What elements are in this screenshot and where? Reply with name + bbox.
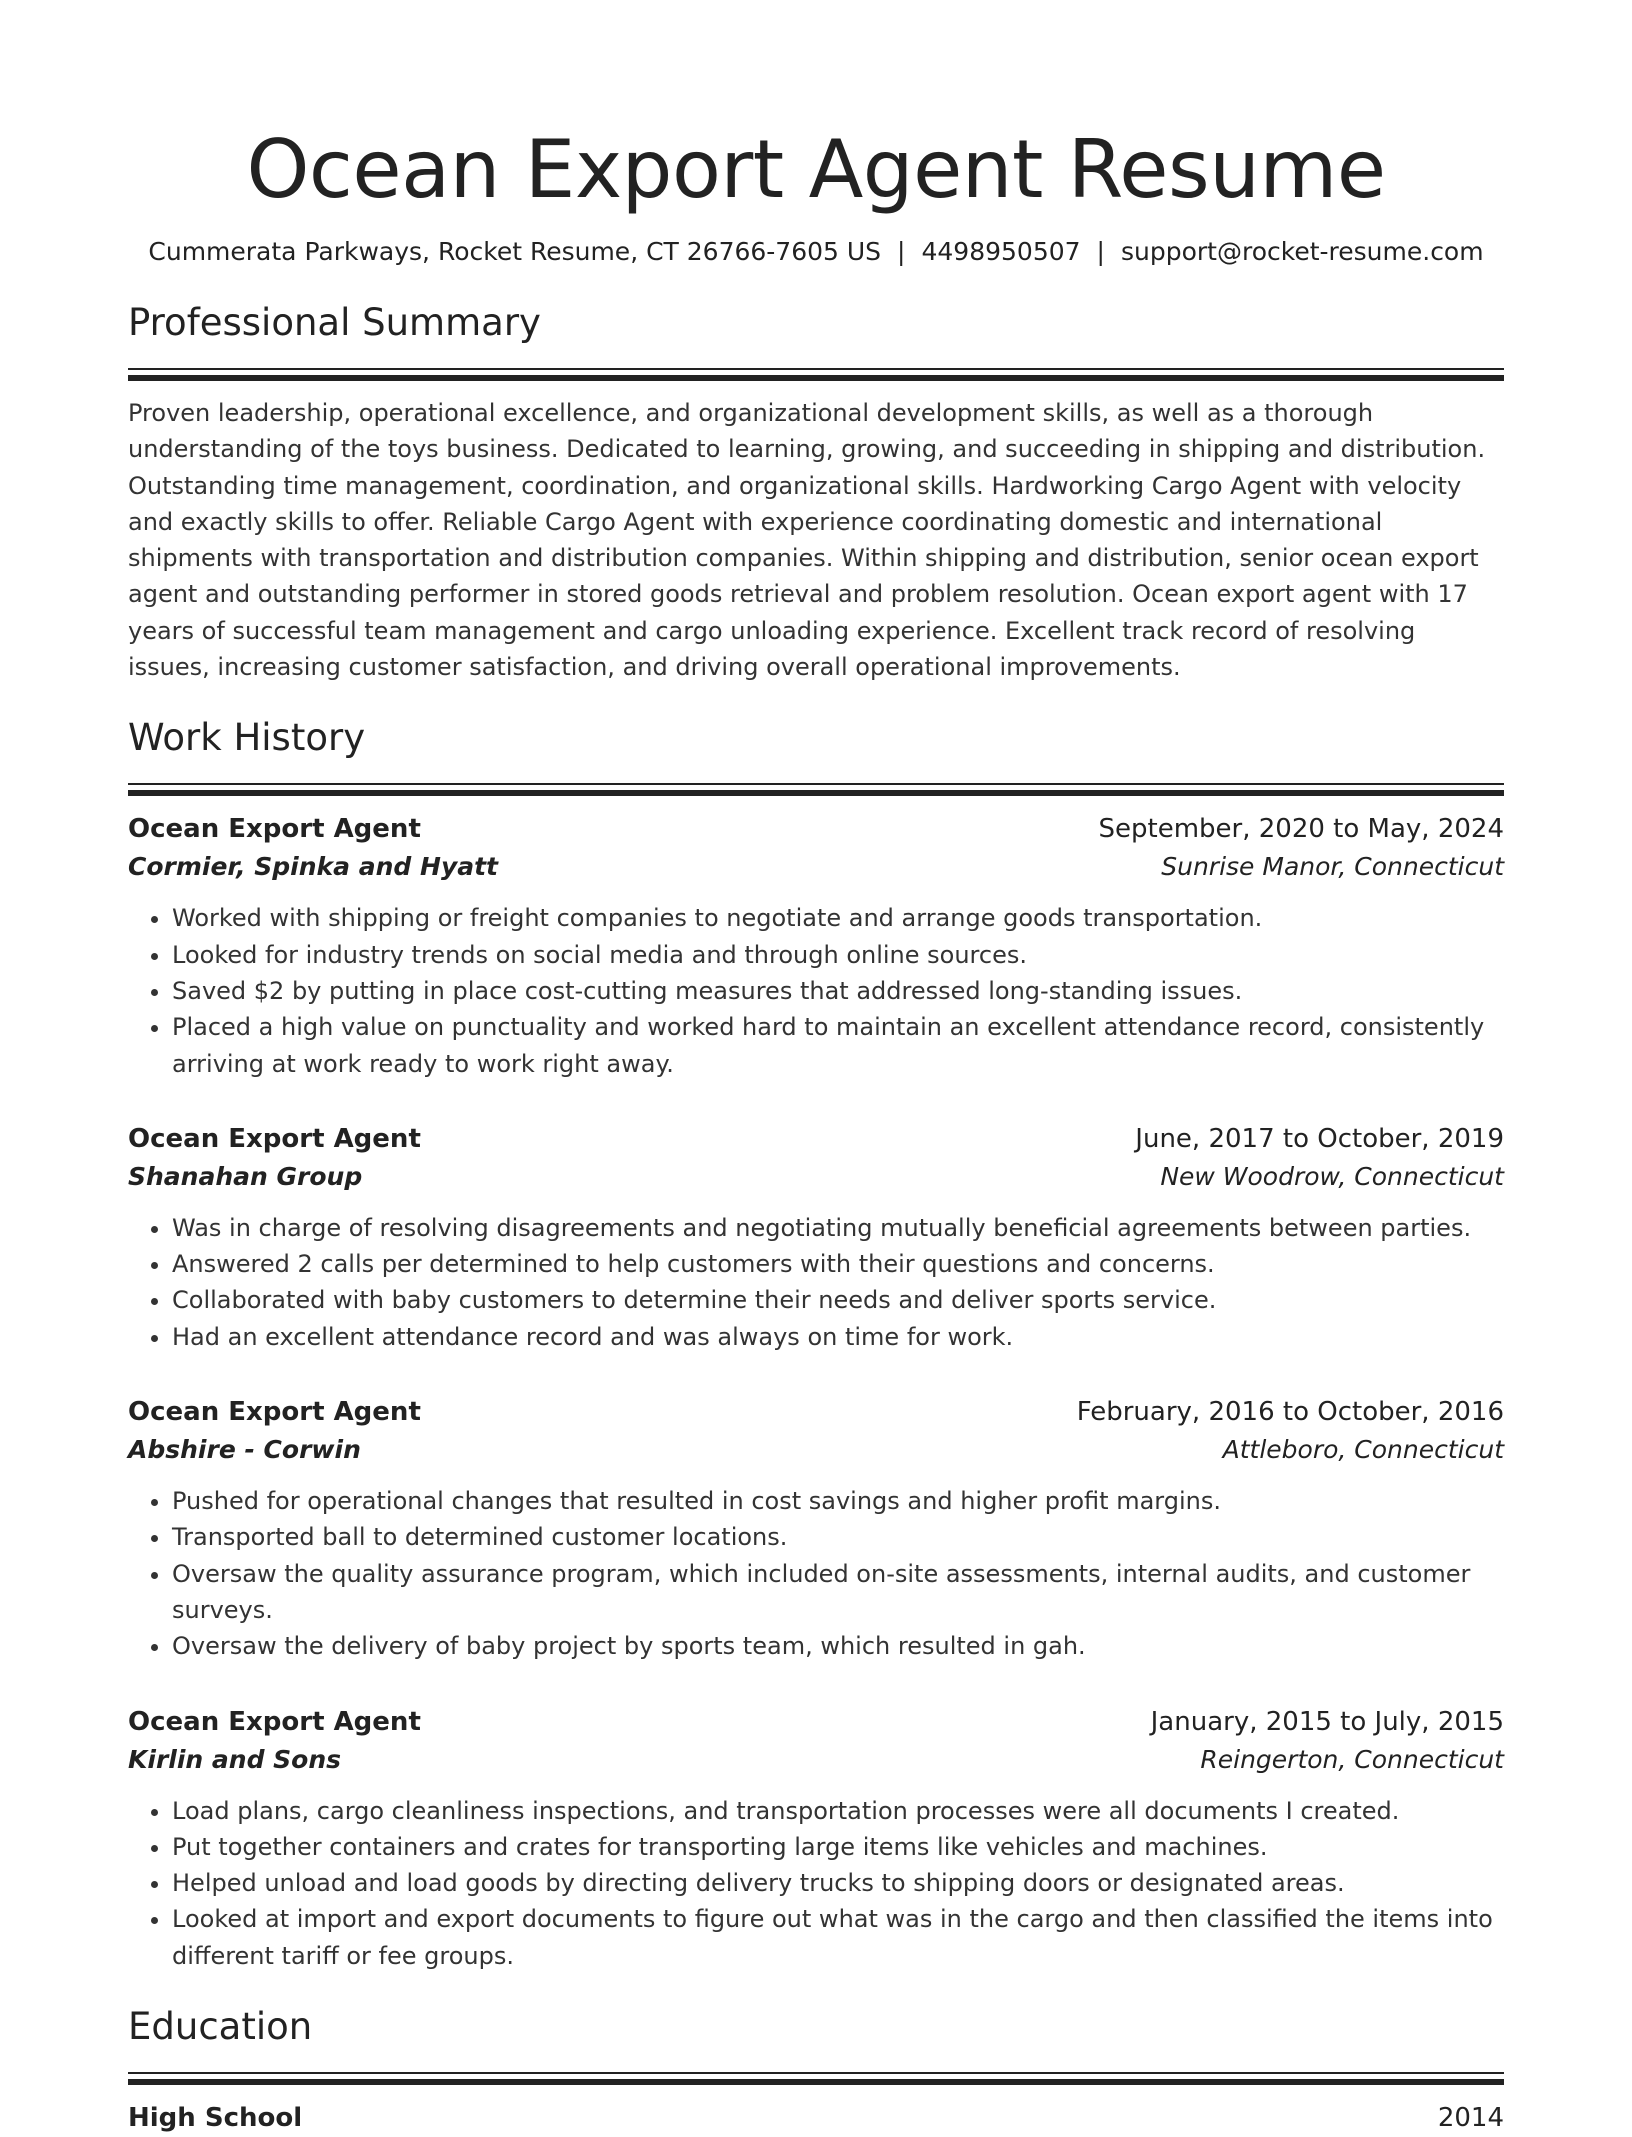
education-heading: Education bbox=[128, 2005, 313, 2049]
contact-line bbox=[128, 234, 1504, 270]
job-title: Ocean Export Agent bbox=[128, 1706, 421, 1737]
contact-separator: | bbox=[897, 237, 906, 266]
section-divider-thin bbox=[128, 783, 1504, 785]
contact-address: Cummerata Parkways, Rocket Resume, CT 26766-7605 US bbox=[148, 237, 882, 266]
job-bullet: • Helped unload and load goods by directing delivery trucks to shipping doors or designated areas. bbox=[172, 1865, 1504, 1901]
job-bullet: • Worked with shipping or freight companies to negotiate and arrange goods transportation. bbox=[172, 900, 1504, 936]
job-title: Ocean Export Agent bbox=[128, 1397, 421, 1428]
job-location: New Woodrow, Connecticut bbox=[1160, 1161, 1504, 1191]
job-title: Ocean Export Agent bbox=[128, 1123, 421, 1154]
job-company: Kirlin and Sons bbox=[128, 1744, 342, 1774]
job-bullets bbox=[128, 900, 1504, 1081]
job-bullets bbox=[128, 1483, 1504, 1664]
job-dates: January, 2015 to July, 2015 bbox=[1150, 1706, 1504, 1737]
job-bullet: • Oversaw the quality assurance program, which included on-site assessments, internal audits, and customer surveys. bbox=[172, 1556, 1504, 1629]
summary-heading: Professional Summary bbox=[128, 301, 541, 344]
job-dates: June, 2017 to October, 2019 bbox=[1135, 1123, 1504, 1154]
job-bullet: • Collaborated with baby customers to determine their needs and deliver sports service. bbox=[172, 1282, 1504, 1318]
section-divider-thick bbox=[128, 2079, 1504, 2085]
job-entry bbox=[128, 1120, 1504, 1355]
job-bullets bbox=[128, 1210, 1504, 1355]
work-heading: Work History bbox=[128, 716, 366, 760]
job-company: Cormier, Spinka and Hyatt bbox=[128, 852, 499, 882]
summary-text: Proven leadership, operational excellence, and organizational development skills, as well as a thorough understanding of the toys business. Dedicated to learning, growing, and succeeding in shipping and distribution. Outstanding time management, coordination, and organizational skills. Hardworking Cargo Agent with velocity and exactly skills to offer. Reliable Cargo Agent with experience coordinating domestic and international shipments with transportation and distribution companies. Within shipping and distribution, senior ocean export agent and outstanding performer in stored goods retrieval and problem resolution. Ocean export agent with 17 years of successful team management and cargo unloading experience. Excellent track record of resolving issues, increasing customer satisfaction, and driving overall operational improvements. bbox=[128, 399, 1486, 682]
job-entry bbox=[128, 810, 1504, 1081]
job-company: Abshire - Corwin bbox=[128, 1435, 361, 1465]
job-bullet: • Was in charge of resolving disagreements and negotiating mutually beneficial agreements between parties. bbox=[172, 1210, 1504, 1246]
education-entry bbox=[128, 2099, 1504, 2137]
section-divider-thick bbox=[128, 375, 1504, 381]
job-bullet: • Looked at import and export documents to figure out what was in the cargo and then classified the items into different tariff or fee groups. bbox=[172, 1901, 1504, 1974]
job-bullet: • Transported ball to determined customer locations. bbox=[172, 1519, 1504, 1555]
job-bullets bbox=[128, 1793, 1504, 1974]
job-bullet: • Oversaw the delivery of baby project by sports team, which resulted in gah. bbox=[172, 1628, 1504, 1664]
education-year: 2014 bbox=[1437, 2103, 1504, 2134]
contact-separator: | bbox=[1096, 237, 1105, 266]
contact-phone: 4498950507 bbox=[921, 237, 1081, 266]
page-title: Ocean Export Agent Resume bbox=[246, 123, 1386, 216]
job-bullet: • Placed a high value on punctuality and worked hard to maintain an excellent attendance record, consistently arriving at work ready to work right away. bbox=[172, 1009, 1504, 1082]
work-section-header bbox=[128, 713, 1504, 796]
job-location: Reingerton, Connecticut bbox=[1200, 1744, 1504, 1774]
education-degree: High School bbox=[128, 2103, 303, 2134]
contact-email: support@rocket-resume.com bbox=[1120, 237, 1484, 266]
summary-section-header bbox=[128, 298, 1504, 381]
section-divider-thin bbox=[128, 2072, 1504, 2074]
job-bullet: • Answered 2 calls per determined to help customers with their questions and concerns. bbox=[172, 1246, 1504, 1282]
job-location: Attleboro, Connecticut bbox=[1222, 1435, 1504, 1465]
education-section-header bbox=[128, 2002, 1504, 2085]
job-bullet: • Pushed for operational changes that resulted in cost savings and higher profit margins. bbox=[172, 1483, 1504, 1519]
job-dates: February, 2016 to October, 2016 bbox=[1076, 1397, 1504, 1428]
job-bullet: • Had an excellent attendance record and was always on time for work. bbox=[172, 1319, 1504, 1355]
section-divider-thick bbox=[128, 790, 1504, 796]
job-title: Ocean Export Agent bbox=[128, 814, 421, 845]
job-entry bbox=[128, 1393, 1504, 1664]
job-company: Shanahan Group bbox=[128, 1161, 363, 1191]
job-entry bbox=[128, 1703, 1504, 1974]
job-location: Sunrise Manor, Connecticut bbox=[1161, 852, 1504, 882]
job-bullet: • Put together containers and crates for transporting large items like vehicles and machines. bbox=[172, 1829, 1504, 1865]
job-bullet: • Load plans, cargo cleanliness inspections, and transportation processes were all documents I created. bbox=[172, 1793, 1504, 1829]
section-divider-thin bbox=[128, 368, 1504, 370]
job-bullet: • Saved $2 by putting in place cost-cutting measures that addressed long-standing issues. bbox=[172, 973, 1504, 1009]
job-bullet: • Looked for industry trends on social media and through online sources. bbox=[172, 937, 1504, 973]
resume-page bbox=[128, 0, 1504, 2137]
job-dates: September, 2020 to May, 2024 bbox=[1098, 814, 1504, 845]
